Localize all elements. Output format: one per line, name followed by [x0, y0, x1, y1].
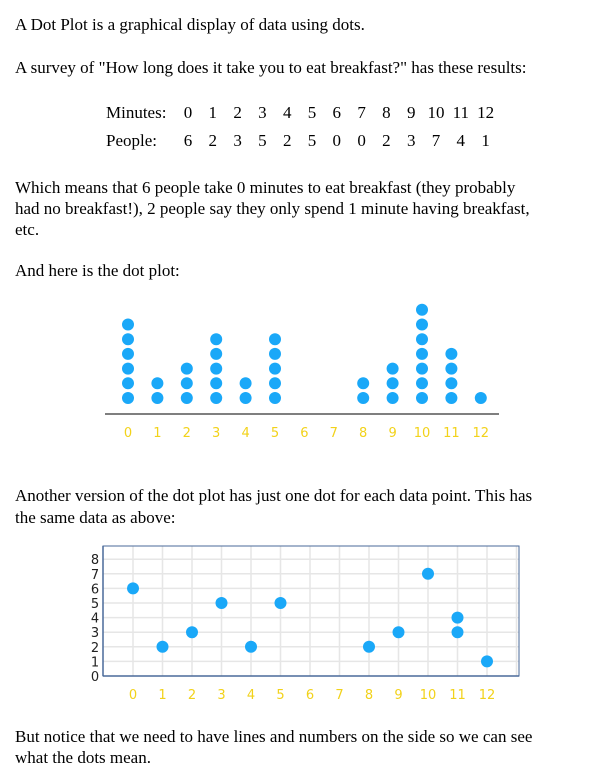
scatter-point	[452, 626, 464, 638]
dot-plot-tick-label: 3	[212, 426, 221, 441]
minutes-label: Minutes:	[106, 103, 167, 122]
minutes-value: 0	[183, 103, 193, 122]
dot-plot-dot	[416, 319, 428, 331]
dot-plot-tick-label: 8	[359, 426, 368, 441]
minutes-value: 3	[258, 103, 267, 122]
people-value: 2	[382, 131, 391, 150]
scatter-dot-plot-chart	[0, 540, 610, 710]
scatter-y-tick-label: 1	[90, 655, 100, 671]
dot-plot-dot	[122, 348, 134, 360]
dot-plot-dot	[416, 363, 428, 375]
minutes-value: 7	[357, 103, 366, 122]
scatter-point	[245, 641, 257, 653]
another-version-line-2: the same data as above:	[15, 508, 176, 527]
notice-line-2: what the dots mean.	[15, 748, 151, 767]
dot-plot-dot	[240, 392, 252, 404]
people-value: 5	[258, 131, 267, 150]
dot-plot-dot	[210, 392, 222, 404]
scatter-x-tick-label: 11	[449, 688, 466, 703]
scatter-y-tick-label: 0	[90, 670, 100, 685]
minutes-value: 11	[452, 103, 469, 122]
scatter-y-tick-label: 6	[90, 582, 100, 598]
scatter-grid	[103, 546, 519, 676]
minutes-value: 2	[233, 103, 242, 122]
dot-plot-dot	[181, 377, 193, 389]
dot-plot-intro: And here is the dot plot:	[15, 261, 180, 280]
people-value: 6	[183, 131, 193, 150]
scatter-y-tick-label: 2	[90, 640, 100, 656]
people-value: 3	[406, 131, 416, 150]
scatter-point	[186, 626, 198, 638]
dot-plot-dot	[122, 319, 134, 331]
scatter-point	[216, 597, 228, 609]
scatter-x-tick-label: 8	[364, 688, 374, 703]
people-value: 5	[307, 131, 317, 150]
scatter-y-tick-label: 8	[90, 553, 100, 569]
scatter-x-tick-label: 2	[187, 688, 197, 703]
people-value: 2	[282, 131, 292, 150]
scatter-x-tick-label: 9	[394, 688, 403, 703]
dot-plot-tick-label: 1	[153, 426, 162, 441]
scatter-point	[393, 626, 405, 638]
dot-plot-dot	[122, 333, 134, 345]
dot-plot-dot	[416, 348, 428, 360]
scatter-frame	[103, 546, 519, 676]
dot-plot-tick-label: 5	[270, 426, 280, 441]
scatter-point	[422, 568, 434, 580]
people-value: 0	[357, 131, 366, 150]
dot-plot-dot	[210, 333, 222, 345]
scatter-point	[157, 641, 169, 653]
minutes-value: 1	[208, 103, 218, 122]
dot-plot-dot	[269, 333, 281, 345]
dot-plot-dots	[122, 304, 487, 404]
dot-plot-tick-label: 9	[388, 426, 397, 441]
dot-plot-dot	[122, 363, 134, 375]
scatter-point	[481, 655, 493, 667]
dot-plot-dot	[122, 392, 134, 404]
scatter-point	[452, 612, 464, 624]
scatter-x-tick-label: 10	[419, 688, 437, 703]
people-value: 7	[431, 131, 441, 150]
dot-plot-dot	[416, 377, 428, 389]
intro-text: A Dot Plot is a graphical display of data using dots.	[15, 15, 365, 34]
scatter-point	[275, 597, 287, 609]
dot-plot-tick-label: 4	[241, 426, 250, 441]
people-value: 3	[233, 131, 242, 150]
dot-plot-dot	[475, 392, 487, 404]
dot-plot-dot	[445, 377, 457, 389]
another-version-line-1: Another version of the dot plot has just one dot for each data point. This has	[15, 486, 533, 505]
dot-plot-dot	[181, 363, 193, 375]
scatter-x-tick-label: 5	[276, 688, 285, 703]
dot-plot-chart	[0, 295, 610, 445]
people-value: 4	[456, 131, 466, 150]
dot-plot-tick-label: 11	[443, 426, 460, 441]
minutes-value: 6	[332, 103, 342, 122]
dot-plot-dot	[445, 348, 457, 360]
dot-plot-dot	[269, 392, 281, 404]
dot-plot-dot	[416, 304, 428, 316]
dot-plot-dot	[181, 392, 193, 404]
dot-plot-tick-label: 12	[472, 426, 490, 441]
minutes-value: 10	[427, 103, 445, 122]
dot-plot-dot	[416, 333, 428, 345]
scatter-y-tick-label: 7	[90, 567, 100, 583]
scatter-point	[363, 641, 375, 653]
scatter-x-tick-label: 3	[217, 688, 226, 703]
dot-plot-dot	[210, 348, 222, 360]
dot-plot-dot	[387, 392, 399, 404]
dot-plot-tick-label: 10	[413, 426, 431, 441]
minutes-value: 12	[477, 103, 495, 122]
scatter-x-tick-label: 1	[158, 688, 167, 703]
scatter-x-tick-label: 7	[335, 688, 344, 703]
people-value: 2	[208, 131, 218, 150]
minutes-value: 9	[406, 103, 416, 122]
dot-plot-dot	[151, 377, 163, 389]
scatter-y-tick-labels	[91, 553, 99, 685]
dot-plot-tick-label: 0	[123, 426, 133, 441]
scatter-x-tick-label: 4	[246, 688, 256, 703]
people-label: People:	[106, 131, 157, 150]
dot-plot-dot	[445, 363, 457, 375]
notice-line-1: But notice that we need to have lines and numbers on the side so we can see	[15, 727, 533, 746]
dot-plot-tick-label: 2	[182, 426, 191, 441]
dot-plot-dot	[387, 377, 399, 389]
dot-plot-dot	[357, 377, 369, 389]
explanation-line-1: Which means that 6 people take 0 minutes to eat breakfast (they probably	[15, 178, 516, 197]
dot-plot-dot	[151, 392, 163, 404]
people-value: 0	[332, 131, 342, 150]
scatter-point	[127, 582, 139, 594]
minutes-value: 5	[307, 103, 317, 122]
dot-plot-dot	[357, 392, 369, 404]
dot-plot-tick-labels	[124, 426, 489, 441]
scatter-x-tick-label: 0	[128, 688, 138, 703]
dot-plot-dot	[445, 392, 457, 404]
dot-plot-dot	[122, 377, 134, 389]
minutes-value: 8	[382, 103, 391, 122]
dot-plot-dot	[416, 392, 428, 404]
survey-text: A survey of "How long does it take you to eat breakfast?" has these results:	[15, 58, 527, 77]
dot-plot-dot	[387, 363, 399, 375]
scatter-x-tick-label: 6	[305, 688, 315, 703]
dot-plot-dot	[240, 377, 252, 389]
scatter-y-tick-label: 4	[90, 611, 100, 627]
people-value: 1	[481, 131, 490, 150]
scatter-y-tick-label: 3	[90, 626, 100, 642]
dot-plot-tick-label: 7	[329, 426, 338, 441]
dot-plot-dot	[210, 363, 222, 375]
scatter-x-tick-label: 12	[478, 688, 496, 703]
scatter-x-tick-labels	[129, 688, 495, 703]
scatter-y-tick-label: 5	[90, 597, 100, 612]
minutes-value: 4	[282, 103, 292, 122]
dot-plot-dot	[269, 377, 281, 389]
explanation-line-3: etc.	[15, 220, 40, 239]
dot-plot-dot	[210, 377, 222, 389]
explanation-line-2: had no breakfast!), 2 people say they only spend 1 minute having breakfast,	[15, 199, 530, 218]
dot-plot-dot	[269, 348, 281, 360]
dot-plot-dot	[269, 363, 281, 375]
dot-plot-tick-label: 6	[300, 426, 309, 441]
